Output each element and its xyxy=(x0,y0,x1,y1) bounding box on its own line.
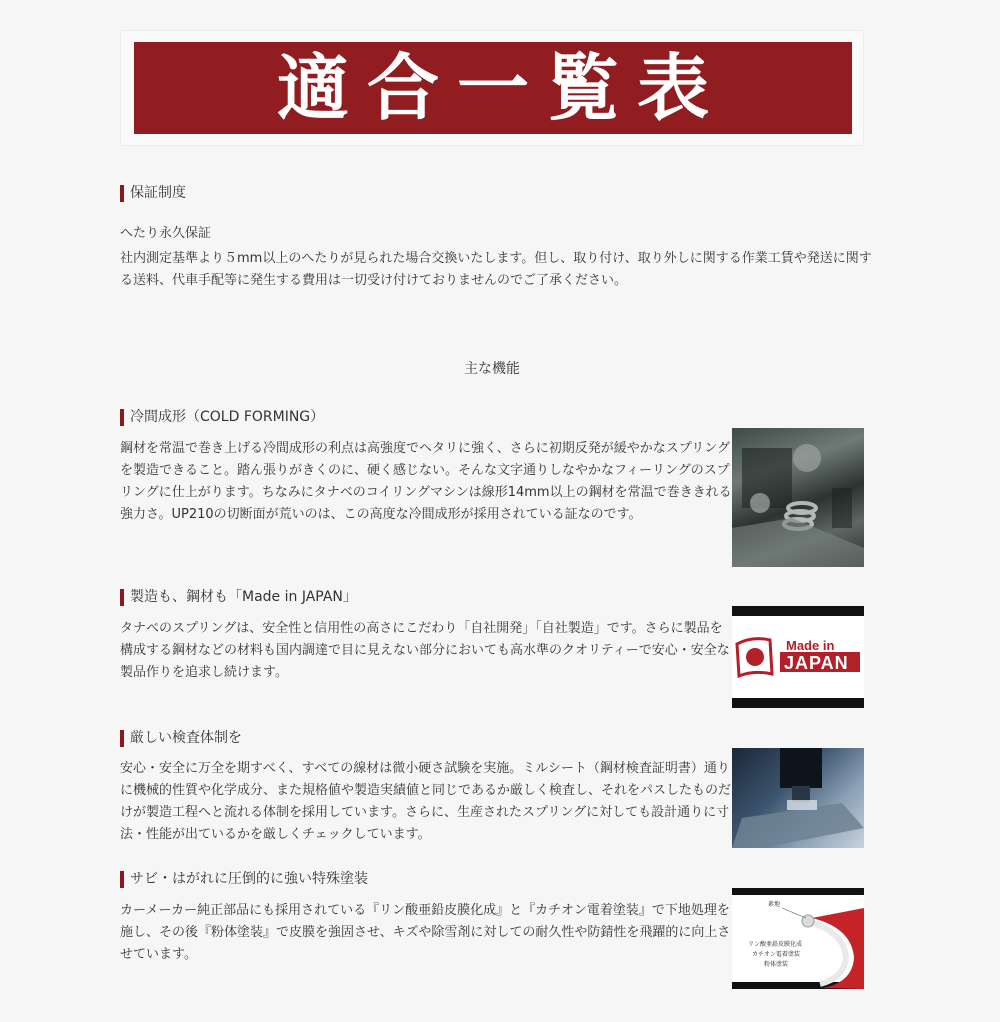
text-line: る送料、代車手配等に発生する費用は一切受け付けておりませんのでご了承ください。 xyxy=(120,273,628,288)
text-line: 法・性能が出ているかを厳しくチェックしています。 xyxy=(120,827,431,842)
made-in-label: Made in xyxy=(786,638,835,653)
coating-diagram xyxy=(732,888,864,989)
coiling-machine-photo xyxy=(732,428,864,567)
text-line: 鋼材を常温で巻き上げる冷間成形の利点は高強度でヘタリに強く、さらに初期反発が緩やかなスプリング xyxy=(120,441,730,456)
text-line: けが製造工程へと流れる体制を採用しています。さらに、生産されたスプリングに対しても設計通りに寸 xyxy=(120,805,730,820)
feature-text-cold-forming xyxy=(120,438,732,526)
text-line: タナベのスプリングは、安全性と信用性の高さにこだわり「自社開発」「自社製造」です。さらに製品を xyxy=(120,621,723,636)
feature-text-made-in-japan xyxy=(120,618,730,684)
text-line: 社内測定基準より５mm以上のへたりが見られた場合交換いたします。但し、取り付け、取り外しに関する作業工賃や発送に関す xyxy=(120,251,872,266)
feature-heading-made-in-japan: 製造も、鋼材も「Made in JAPAN」 xyxy=(120,589,357,606)
made-in-japan-image xyxy=(732,606,864,708)
text-line: 強力さ。UP210の切断面が荒いのは、この高度な冷間成形が採用されている証なのです。 xyxy=(120,507,642,522)
feature-heading-inspection: 厳しい検査体制を xyxy=(120,730,242,747)
text-line: 構成する鋼材などの材料も国内調達で目に見えない部分においても高水準のクオリティーで安心・安全な xyxy=(120,643,730,658)
coating-label-cation: カチオン電着塗装 xyxy=(752,951,800,958)
feature-text-inspection xyxy=(120,758,731,846)
text-line: リングに仕上がります。ちなみにタナベのコイリングマシンは線形14mm以上の鋼材を常温で巻ききれる xyxy=(120,485,732,500)
feature-heading-cold-forming: 冷間成形（COLD FORMING） xyxy=(120,409,324,426)
coating-label-zinc-phosphate: リン酸亜鉛皮膜化成 xyxy=(748,941,803,948)
text-line: を製造できること。踏ん張りがきくのに、硬く感じない。そんな文字通りしなやかなフィーリングのスプ xyxy=(120,463,730,478)
guarantee-heading: 保証制度 xyxy=(120,185,186,202)
japan-label: JAPAN xyxy=(784,653,849,673)
feature-text-coating xyxy=(120,900,730,966)
coating-label-powder: 粉体塗装 xyxy=(764,961,789,968)
coating-label-base: 素地 xyxy=(768,901,781,908)
guarantee-subheading: へたり永久保証 xyxy=(120,226,212,241)
banner-frame xyxy=(120,30,864,146)
guarantee-text xyxy=(120,248,872,292)
inspection-photo xyxy=(732,748,864,848)
page-title: 適合一覧表 xyxy=(276,46,727,130)
text-line: に機械的性質や化学成分、また規格値や製造実績値と同じであるか厳しく検査し、それをパスしたものだ xyxy=(120,783,732,798)
text-line: 安心・安全に万全を期すべく、すべての線材は微小硬さ試験を実施。ミルシート（鋼材検査証明書）通り xyxy=(120,761,730,776)
text-line: せています。 xyxy=(120,947,197,962)
feature-heading-coating: サビ・はがれに圧倒的に強い特殊塗装 xyxy=(120,871,368,888)
banner xyxy=(134,42,852,134)
text-line: 製品作りを追求し続けます。 xyxy=(120,665,288,680)
features-title: 主な機能 xyxy=(464,361,520,377)
text-line: カーメーカー純正部品にも採用されている『リン酸亜鉛皮膜化成』と『カチオン電着塗装』で下地処理を xyxy=(120,903,730,918)
text-line: 施し、その後『粉体塗装』で皮膜を強固させ、キズや除雪剤に対しての耐久性や防錆性を飛躍的に向上さ xyxy=(120,925,731,940)
